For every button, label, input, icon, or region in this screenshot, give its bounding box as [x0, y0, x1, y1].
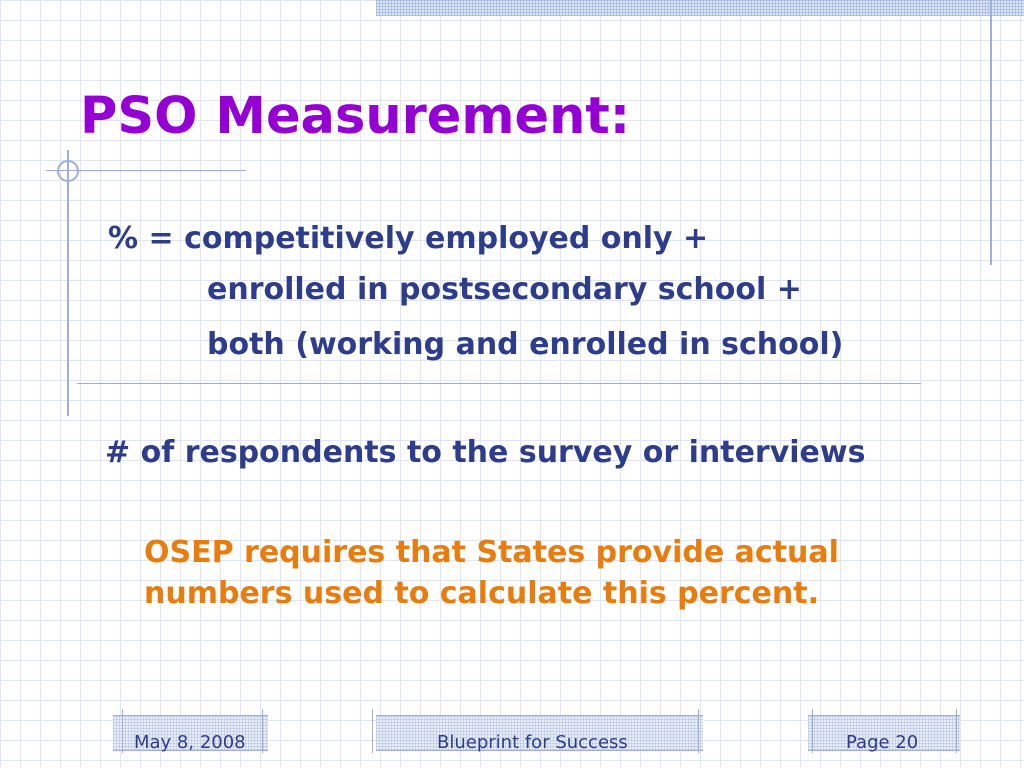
footer-page-number: Page 20	[846, 732, 919, 753]
formula-line-3: both (working and enrolled in school)	[207, 327, 844, 362]
left-vertical-line	[67, 150, 69, 416]
footer-date: May 8, 2008	[134, 732, 246, 753]
footer-tick	[956, 709, 957, 753]
formula-line-2: enrolled in postsecondary school +	[207, 272, 802, 307]
slide-title: PSO Measurement:	[80, 87, 631, 146]
footer-tick	[812, 709, 813, 753]
footer-tick	[698, 709, 699, 753]
footer-tick	[122, 709, 123, 753]
footer-tick	[372, 709, 373, 753]
fraction-line	[77, 383, 921, 384]
footer-tick	[262, 709, 263, 753]
formula-denominator: # of respondents to the survey or interviews	[105, 435, 866, 470]
footer-center-title: Blueprint for Success	[437, 732, 628, 753]
osep-note: OSEP requires that States provide actual numbers used to calculate this percent.	[144, 535, 839, 612]
corner-circle-ornament	[57, 160, 79, 182]
right-vertical-line	[990, 0, 992, 265]
formula-line-1: % = competitively employed only +	[108, 221, 709, 256]
top-decorative-bar	[376, 0, 1024, 16]
